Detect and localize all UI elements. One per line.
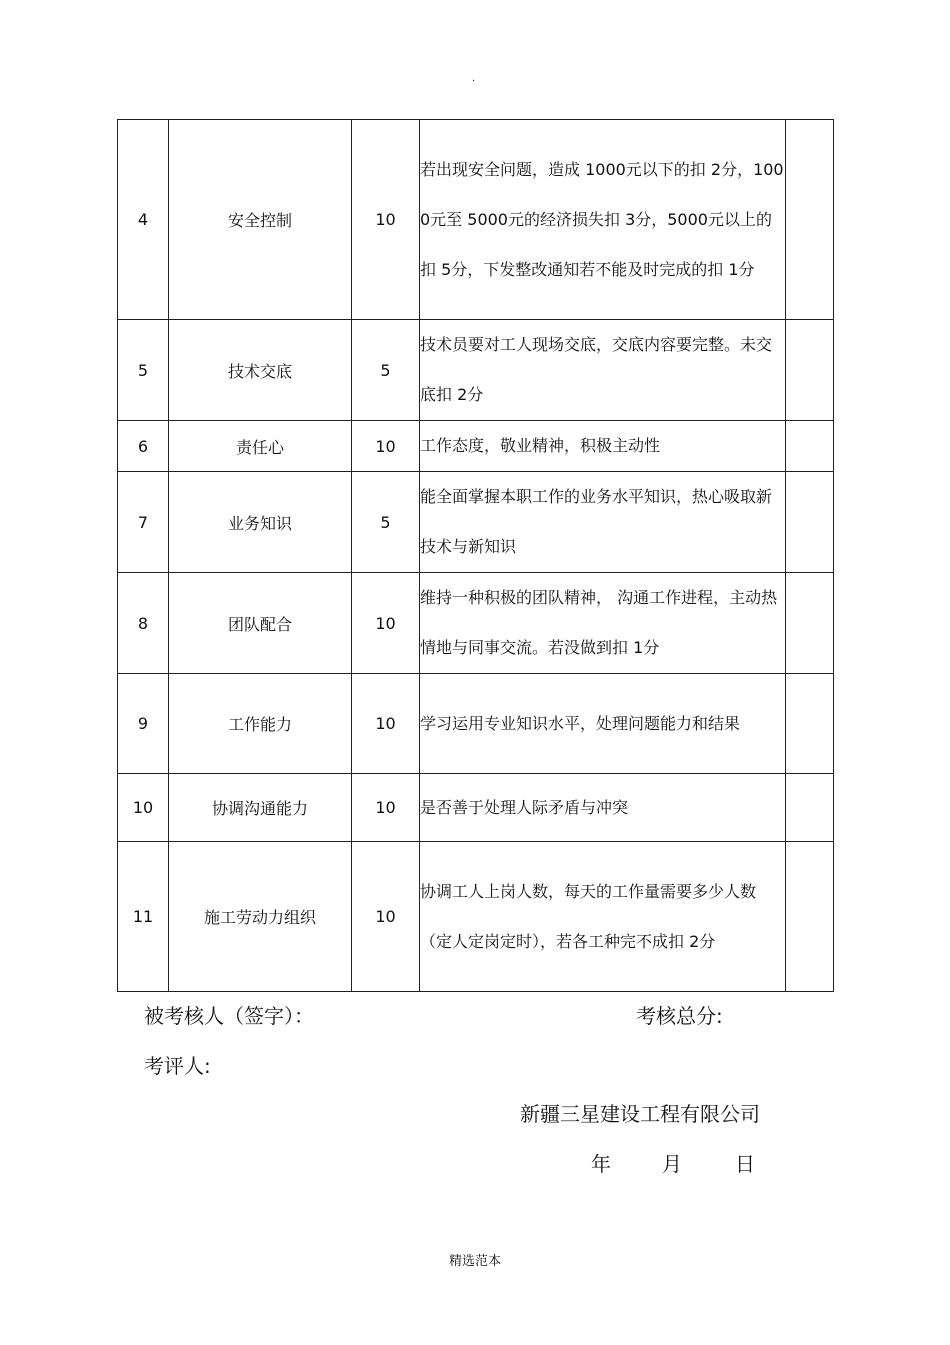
table-row xyxy=(118,320,834,421)
item-score: 10 xyxy=(352,120,420,320)
item-score: 10 xyxy=(352,573,420,674)
scoring-criteria: 若出现安全问题，造成 1000元以下的扣 2分，1000元至 5000元的经济损失扣 3分，5000元以上的扣 5分，下发整改通知若不能及时完成的扣 1分 xyxy=(420,120,786,320)
table-row xyxy=(118,842,834,992)
scoring-criteria: 能全面掌握本职工作的业务水平知识，热心吸取新技术与新知识 xyxy=(420,472,786,573)
date-year-label: 年 xyxy=(591,1152,611,1176)
assessment-table xyxy=(117,119,834,992)
row-number: 11 xyxy=(118,842,169,992)
header-dot: . xyxy=(472,73,476,84)
scoring-criteria: 协调工人上岗人数，每天的工作量需要多少人数（定人定岗定时），若各工种完不成扣 2分 xyxy=(420,842,786,992)
table-row xyxy=(118,472,834,573)
assessment-item: 责任心 xyxy=(169,421,352,472)
scoring-criteria: 是否善于处理人际矛盾与冲突 xyxy=(420,774,786,842)
scoring-criteria: 学习运用专业知识水平，处理问题能力和结果 xyxy=(420,674,786,774)
item-score: 10 xyxy=(352,421,420,472)
assessee-signature-label: 被考核人（签字）： xyxy=(144,1004,314,1028)
remark-cell[interactable] xyxy=(786,842,834,992)
page-footer-text: 精选范本 xyxy=(448,1254,501,1269)
remark-cell[interactable] xyxy=(786,421,834,472)
total-score-label: 考核总分: xyxy=(636,1004,723,1028)
remark-cell[interactable] xyxy=(786,774,834,842)
remark-cell[interactable] xyxy=(786,674,834,774)
row-number: 7 xyxy=(118,472,169,573)
remark-cell[interactable] xyxy=(786,120,834,320)
assessment-item: 团队配合 xyxy=(169,573,352,674)
scoring-criteria: 维持一种积极的团队精神， 沟通工作进程，主动热情地与同事交流。若没做到扣 1分 xyxy=(420,573,786,674)
remark-cell[interactable] xyxy=(786,573,834,674)
table-row xyxy=(118,573,834,674)
assessment-item: 技术交底 xyxy=(169,320,352,421)
item-score: 5 xyxy=(352,472,420,573)
table-row xyxy=(118,421,834,472)
assessment-item: 安全控制 xyxy=(169,120,352,320)
item-score: 10 xyxy=(352,674,420,774)
item-score: 10 xyxy=(352,842,420,992)
scoring-criteria: 工作态度，敬业精神，积极主动性 xyxy=(420,421,786,472)
assessment-item: 施工劳动力组织 xyxy=(169,842,352,992)
row-number: 8 xyxy=(118,573,169,674)
item-score: 5 xyxy=(352,320,420,421)
assessment-item: 工作能力 xyxy=(169,674,352,774)
scoring-criteria: 技术员要对工人现场交底，交底内容要完整。未交底扣 2分 xyxy=(420,320,786,421)
row-number: 10 xyxy=(118,774,169,842)
table-row xyxy=(118,774,834,842)
remark-cell[interactable] xyxy=(786,472,834,573)
table-row xyxy=(118,120,834,320)
assessment-item: 协调沟通能力 xyxy=(169,774,352,842)
remark-cell[interactable] xyxy=(786,320,834,421)
item-score: 10 xyxy=(352,774,420,842)
table-row xyxy=(118,674,834,774)
date-day-label: 日 xyxy=(735,1152,755,1176)
company-name: 新疆三星建设工程有限公司 xyxy=(520,1102,760,1126)
reviewer-label: 考评人: xyxy=(144,1054,211,1078)
row-number: 6 xyxy=(118,421,169,472)
row-number: 4 xyxy=(118,120,169,320)
assessment-item: 业务知识 xyxy=(169,472,352,573)
date-month-label: 月 xyxy=(662,1152,682,1176)
row-number: 5 xyxy=(118,320,169,421)
row-number: 9 xyxy=(118,674,169,774)
